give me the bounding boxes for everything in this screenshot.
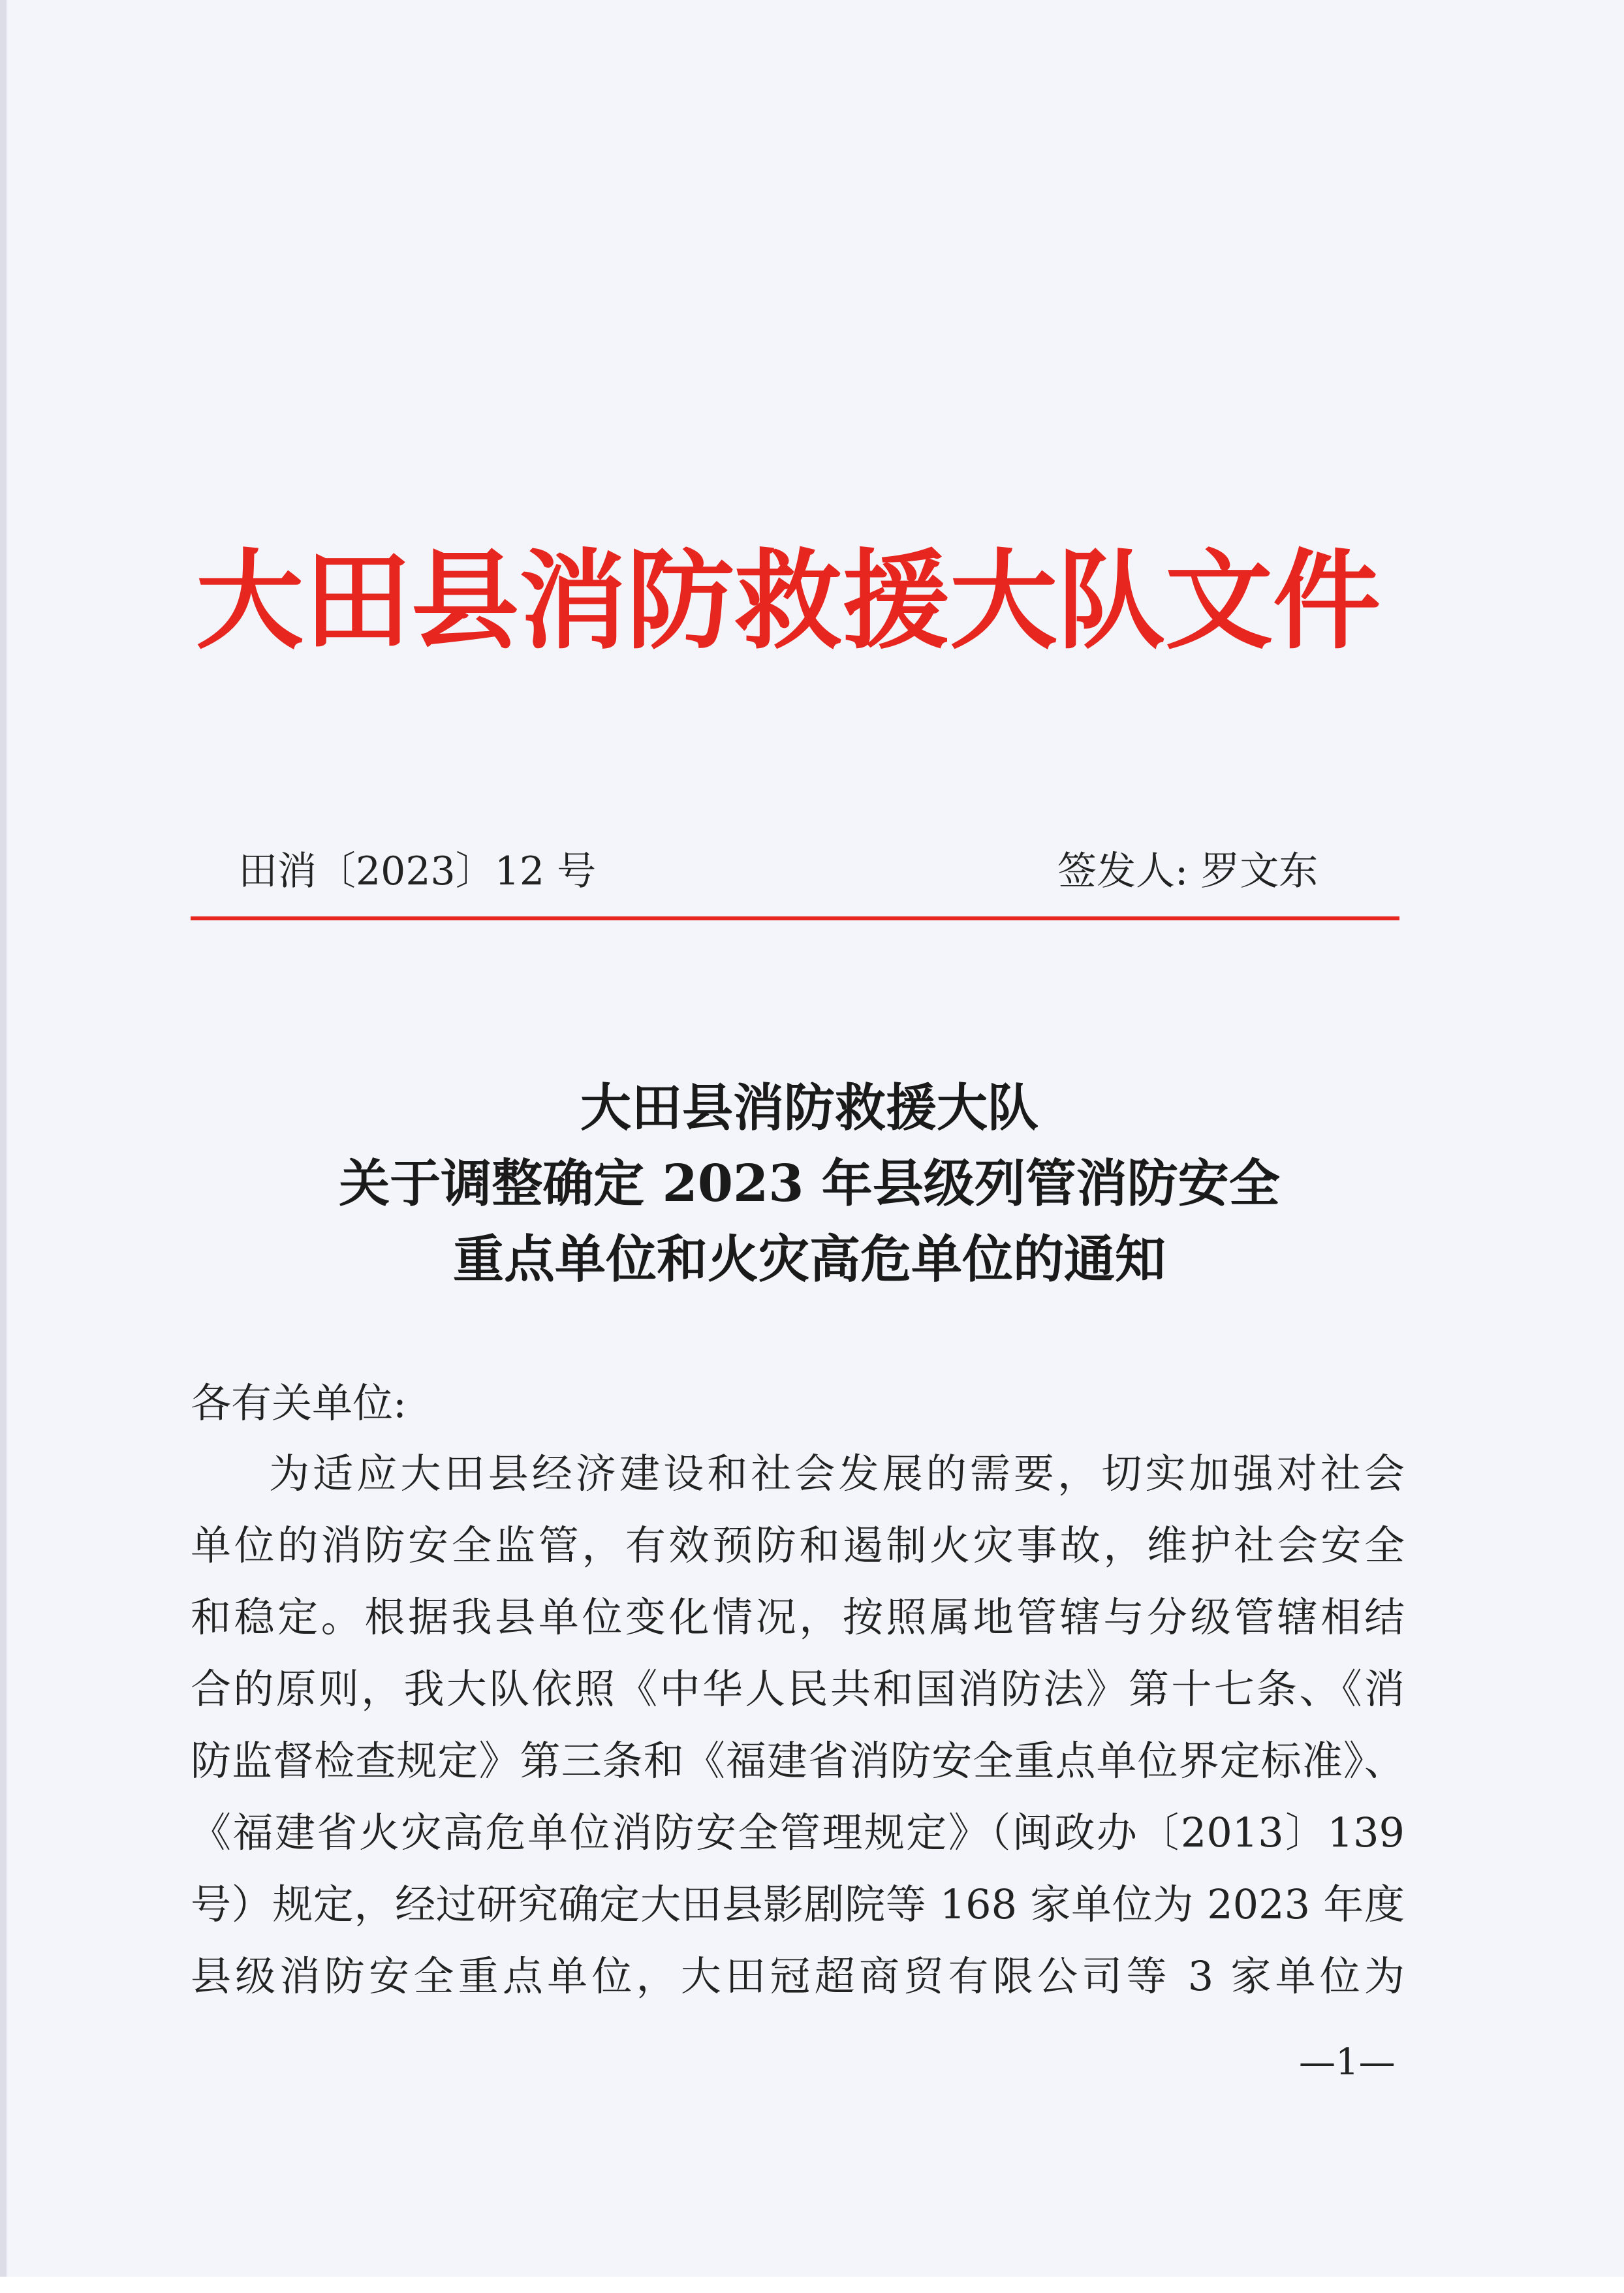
notice-title-line-1: 大田县消防救援大队 [580, 1078, 1038, 1138]
issuer-header-title: 大田县消防救援大队文件 [196, 537, 1381, 664]
signer-name: 罗文东 [1200, 849, 1319, 894]
body-paragraph [191, 1438, 1405, 2012]
notice-title-line-2: 关于调整确定 2023 年县级列管消防安全 [339, 1154, 1280, 1213]
body-line-6: 《福建省火灾高危单位消防安全管理规定》（闽政办〔2013〕139 [191, 1809, 1405, 1856]
document-number: 田消〔2023〕12 号 [238, 849, 597, 894]
body-line-1: 为适应大田县经济建设和社会发展的需要，切实加强对社会 [269, 1450, 1405, 1497]
scan-edge-bottom [0, 2277, 1624, 2293]
notice-title-line-3: 重点单位和火灾高危单位的通知 [452, 1230, 1166, 1289]
body-line-2: 单位的消防安全监管，有效预防和遏制火灾事故，维护社会安全 [191, 1521, 1405, 1569]
body-line-8: 县级消防安全重点单位，大田冠超商贸有限公司等 3 家单位为 [191, 1952, 1405, 2000]
signer-label: 签发人: [1057, 849, 1189, 894]
body-line-5: 防监督检查规定》第三条和《福建省消防安全重点单位界定标准》、 [191, 1737, 1405, 1785]
body-line-3: 和稳定。根据我县单位变化情况，按照属地管辖与分级管辖相结 [191, 1593, 1405, 1641]
red-separator-line [191, 916, 1399, 920]
scan-edge-left [0, 0, 7, 2293]
page-number: —1— [1299, 2041, 1396, 2083]
body-line-7: 号）规定，经过研究确定大田县影剧院等 168 家单位为 2023 年度 [191, 1880, 1405, 1928]
salutation: 各有关单位: [191, 1379, 407, 1427]
notice-title [196, 1070, 1423, 1298]
body-line-4: 合的原则，我大队依照《中华人民共和国消防法》第十七条、《消 [191, 1665, 1405, 1713]
signer-row [1057, 842, 1364, 901]
